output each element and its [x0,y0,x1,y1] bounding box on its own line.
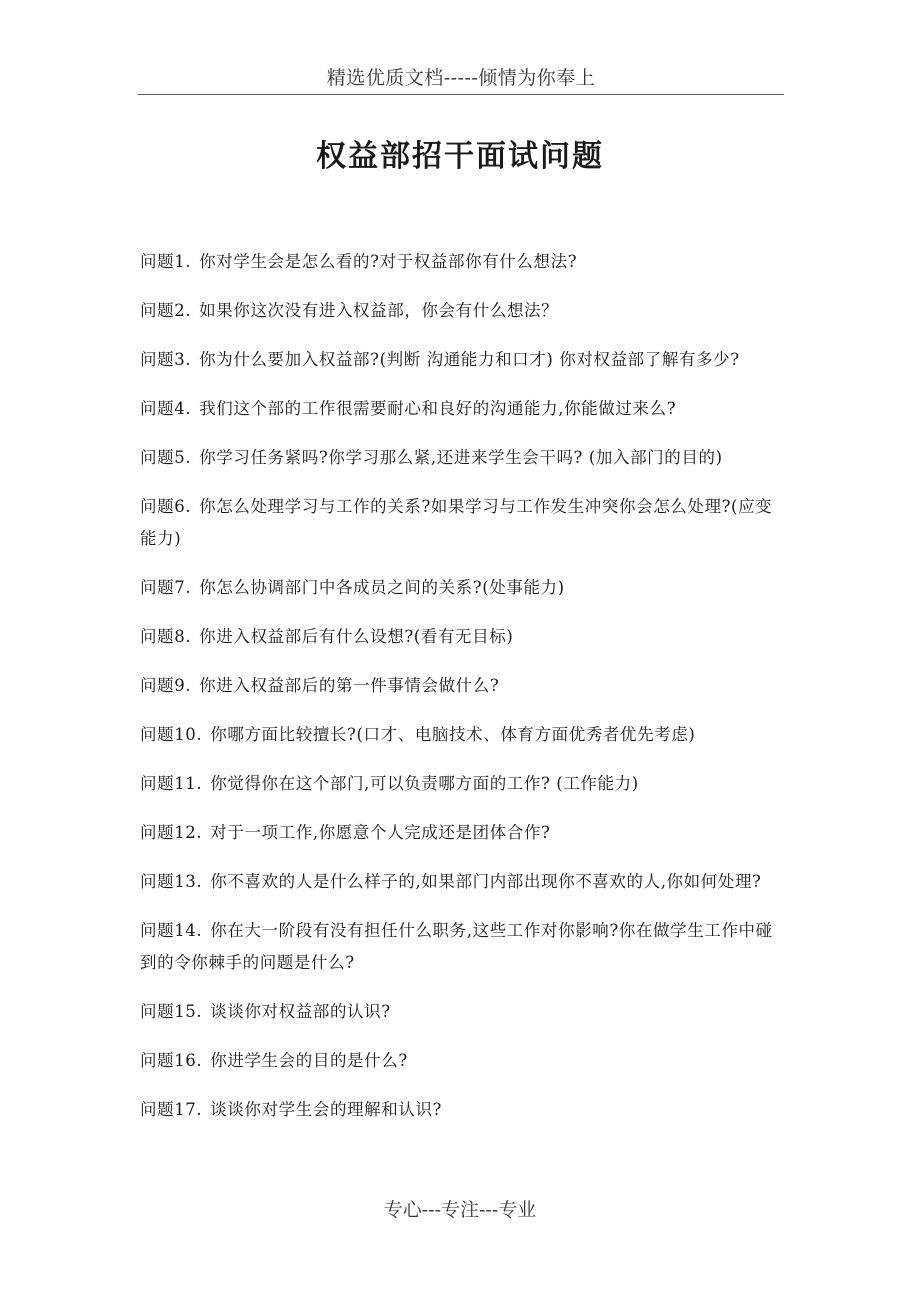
question-text: 谈谈你对学生会的理解和认识? [210,1100,442,1119]
question-item-10 [140,719,785,751]
question-list [140,246,785,1143]
question-item-8 [140,621,785,653]
question-text: 你怎么协调部门中各成员之间的关系?(处事能力) [199,578,565,597]
question-text: 你在大一阶段有没有担任什么职务,这些工作对你影响?你在做学生工作中碰到的令你棘手的问题是什么? [140,921,773,972]
question-item-4 [140,393,785,425]
question-text: 我们这个部的工作很需要耐心和良好的沟通能力,你能做过来么? [199,399,677,418]
question-text: 你进入权益部后的第一件事情会做什么? [199,676,500,695]
question-label: 问题2. [140,301,192,320]
question-label: 问题16. [140,1051,203,1070]
question-label: 问题11. [140,774,203,793]
question-label: 问题5. [140,448,192,467]
question-label: 问题4. [140,399,192,418]
question-label: 问题9. [140,676,192,695]
question-text: 你为什么要加入权益部?(判断 沟通能力和口才) 你对权益部了解有多少? [199,350,740,369]
question-label: 问题10. [140,725,203,744]
question-text: 你进入权益部后有什么设想?(看有无目标) [199,627,514,646]
question-item-6 [140,491,785,555]
question-label: 问题17. [140,1100,203,1119]
question-label: 问题7. [140,578,192,597]
question-label: 问题3. [140,350,192,369]
question-text: 你哪方面比较擅长?(口才、电脑技术、体育方面优秀者优先考虑) [210,725,696,744]
question-item-12 [140,817,785,849]
question-text: 你进学生会的目的是什么? [210,1051,408,1070]
question-text: 你不喜欢的人是什么样子的,如果部门内部出现你不喜欢的人,你如何处理? [210,872,762,891]
question-item-16 [140,1045,785,1077]
question-item-1 [140,246,785,278]
question-item-3 [140,344,785,376]
page-footer: 专心---专注---专业 [383,1199,537,1221]
question-text: 你觉得你在这个部门,可以负责哪方面的工作? (工作能力) [210,774,639,793]
question-text: 谈谈你对权益部的认识? [210,1002,391,1021]
question-label: 问题13. [140,872,203,891]
question-label: 问题8. [140,627,192,646]
question-item-13 [140,866,785,898]
question-label: 问题6. [140,497,192,516]
question-item-9 [140,670,785,702]
question-item-5 [140,442,785,474]
question-item-15 [140,996,785,1028]
question-item-2 [140,295,785,327]
question-item-7 [140,572,785,604]
question-label: 问题12. [140,823,203,842]
question-label: 问题1. [140,252,192,271]
question-text: 你对学生会是怎么看的?对于权益部你有什么想法? [199,252,578,271]
question-text: 对于一项工作,你愿意个人完成还是团体合作? [210,823,551,842]
document-title: 权益部招干面试问题 [316,139,604,175]
question-item-14 [140,915,785,979]
question-label: 问题15. [140,1002,203,1021]
question-label: 问题14. [140,921,203,940]
page-header: 精选优质文档-----倾情为你奉上 [138,62,784,95]
question-item-17 [140,1094,785,1126]
question-item-11 [140,768,785,800]
question-text: 你学习任务紧吗?你学习那么紧,还进来学生会干吗? (加入部门的目的) [199,448,723,467]
question-text: 如果你这次没有进入权益部，你会有什么想法？ [199,301,559,320]
question-text: 你怎么处理学习与工作的关系?如果学习与工作发生冲突你会怎么处理?(应变能力) [140,497,773,548]
